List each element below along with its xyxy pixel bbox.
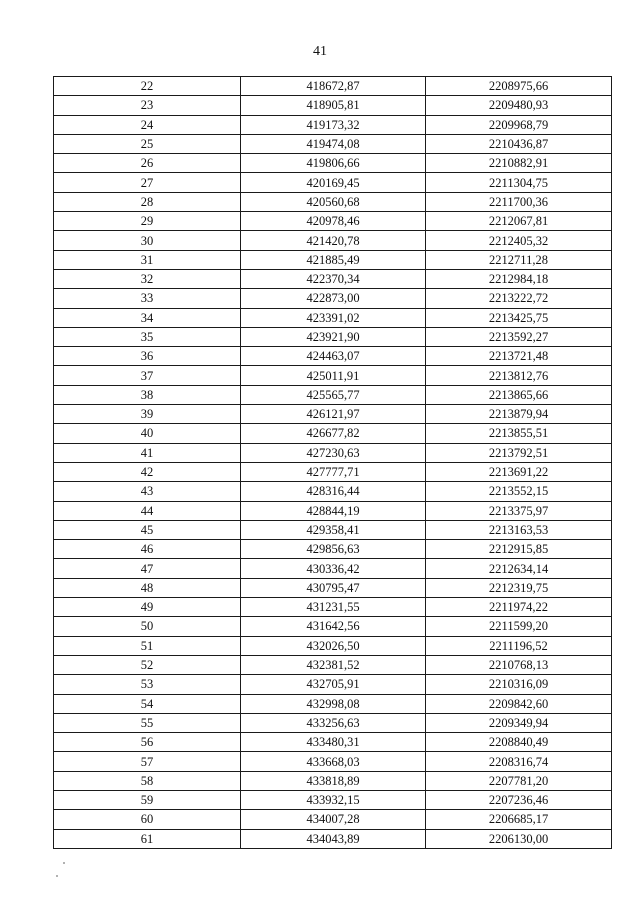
table-row bbox=[54, 134, 612, 153]
point-number-cell: 42 bbox=[54, 462, 241, 481]
table-row bbox=[54, 733, 612, 752]
y-coordinate-cell: 2209349,94 bbox=[426, 713, 612, 732]
table-row bbox=[54, 752, 612, 771]
table-row bbox=[54, 810, 612, 829]
x-coordinate-cell: 430795,47 bbox=[241, 578, 426, 597]
table-row bbox=[54, 617, 612, 636]
y-coordinate-cell: 2209480,93 bbox=[426, 96, 612, 115]
point-number-cell: 26 bbox=[54, 154, 241, 173]
point-number-cell: 39 bbox=[54, 405, 241, 424]
x-coordinate-cell: 425011,91 bbox=[241, 366, 426, 385]
table-row bbox=[54, 269, 612, 288]
y-coordinate-cell: 2213865,66 bbox=[426, 385, 612, 404]
y-coordinate-cell: 2213375,97 bbox=[426, 501, 612, 520]
y-coordinate-cell: 2212319,75 bbox=[426, 578, 612, 597]
x-coordinate-cell: 421420,78 bbox=[241, 231, 426, 250]
point-number-cell: 35 bbox=[54, 327, 241, 346]
scan-speck bbox=[56, 875, 58, 877]
x-coordinate-cell: 421885,49 bbox=[241, 250, 426, 269]
table-row bbox=[54, 385, 612, 404]
y-coordinate-cell: 2212067,81 bbox=[426, 212, 612, 231]
table-row bbox=[54, 212, 612, 231]
table-row bbox=[54, 347, 612, 366]
y-coordinate-cell: 2208840,49 bbox=[426, 733, 612, 752]
x-coordinate-cell: 419173,32 bbox=[241, 115, 426, 134]
point-number-cell: 28 bbox=[54, 192, 241, 211]
table-row bbox=[54, 173, 612, 192]
y-coordinate-cell: 2209842,60 bbox=[426, 694, 612, 713]
x-coordinate-cell: 420560,68 bbox=[241, 192, 426, 211]
point-number-cell: 31 bbox=[54, 250, 241, 269]
table-row bbox=[54, 289, 612, 308]
y-coordinate-cell: 2211196,52 bbox=[426, 636, 612, 655]
point-number-cell: 61 bbox=[54, 829, 241, 848]
point-number-cell: 54 bbox=[54, 694, 241, 713]
point-number-cell: 23 bbox=[54, 96, 241, 115]
x-coordinate-cell: 423921,90 bbox=[241, 327, 426, 346]
point-number-cell: 49 bbox=[54, 598, 241, 617]
y-coordinate-cell: 2208975,66 bbox=[426, 77, 612, 96]
x-coordinate-cell: 431231,55 bbox=[241, 598, 426, 617]
x-coordinate-cell: 433480,31 bbox=[241, 733, 426, 752]
y-coordinate-cell: 2212711,28 bbox=[426, 250, 612, 269]
x-coordinate-cell: 429856,63 bbox=[241, 540, 426, 559]
x-coordinate-cell: 425565,77 bbox=[241, 385, 426, 404]
table-row bbox=[54, 405, 612, 424]
point-number-cell: 55 bbox=[54, 713, 241, 732]
x-coordinate-cell: 434007,28 bbox=[241, 810, 426, 829]
table-row bbox=[54, 771, 612, 790]
point-number-cell: 30 bbox=[54, 231, 241, 250]
table-row bbox=[54, 501, 612, 520]
point-number-cell: 45 bbox=[54, 520, 241, 539]
x-coordinate-cell: 420169,45 bbox=[241, 173, 426, 192]
x-coordinate-cell: 430336,42 bbox=[241, 559, 426, 578]
y-coordinate-cell: 2213425,75 bbox=[426, 308, 612, 327]
point-number-cell: 27 bbox=[54, 173, 241, 192]
table-row bbox=[54, 559, 612, 578]
point-number-cell: 48 bbox=[54, 578, 241, 597]
x-coordinate-cell: 422370,34 bbox=[241, 269, 426, 288]
y-coordinate-cell: 2206685,17 bbox=[426, 810, 612, 829]
y-coordinate-cell: 2210768,13 bbox=[426, 655, 612, 674]
point-number-cell: 60 bbox=[54, 810, 241, 829]
y-coordinate-cell: 2213592,27 bbox=[426, 327, 612, 346]
table-row bbox=[54, 115, 612, 134]
x-coordinate-cell: 427777,71 bbox=[241, 462, 426, 481]
table-row bbox=[54, 790, 612, 809]
point-number-cell: 47 bbox=[54, 559, 241, 578]
coordinates-table-body bbox=[54, 77, 612, 849]
table-row bbox=[54, 598, 612, 617]
point-number-cell: 53 bbox=[54, 675, 241, 694]
table-row bbox=[54, 250, 612, 269]
scan-speck bbox=[63, 862, 65, 864]
x-coordinate-cell: 433932,15 bbox=[241, 790, 426, 809]
y-coordinate-cell: 2213691,22 bbox=[426, 462, 612, 481]
y-coordinate-cell: 2211700,36 bbox=[426, 192, 612, 211]
y-coordinate-cell: 2213879,94 bbox=[426, 405, 612, 424]
point-number-cell: 24 bbox=[54, 115, 241, 134]
x-coordinate-cell: 433818,89 bbox=[241, 771, 426, 790]
point-number-cell: 37 bbox=[54, 366, 241, 385]
y-coordinate-cell: 2210882,91 bbox=[426, 154, 612, 173]
x-coordinate-cell: 419474,08 bbox=[241, 134, 426, 153]
table-row bbox=[54, 482, 612, 501]
point-number-cell: 56 bbox=[54, 733, 241, 752]
table-row bbox=[54, 520, 612, 539]
y-coordinate-cell: 2213163,53 bbox=[426, 520, 612, 539]
point-number-cell: 36 bbox=[54, 347, 241, 366]
table-row bbox=[54, 308, 612, 327]
y-coordinate-cell: 2213792,51 bbox=[426, 443, 612, 462]
x-coordinate-cell: 420978,46 bbox=[241, 212, 426, 231]
x-coordinate-cell: 434043,89 bbox=[241, 829, 426, 848]
x-coordinate-cell: 418905,81 bbox=[241, 96, 426, 115]
table-row bbox=[54, 231, 612, 250]
table-row bbox=[54, 636, 612, 655]
y-coordinate-cell: 2213552,15 bbox=[426, 482, 612, 501]
point-number-cell: 50 bbox=[54, 617, 241, 636]
point-number-cell: 57 bbox=[54, 752, 241, 771]
point-number-cell: 58 bbox=[54, 771, 241, 790]
x-coordinate-cell: 432026,50 bbox=[241, 636, 426, 655]
y-coordinate-cell: 2207236,46 bbox=[426, 790, 612, 809]
x-coordinate-cell: 431642,56 bbox=[241, 617, 426, 636]
table-row bbox=[54, 424, 612, 443]
table-row bbox=[54, 443, 612, 462]
point-number-cell: 32 bbox=[54, 269, 241, 288]
y-coordinate-cell: 2211599,20 bbox=[426, 617, 612, 636]
point-number-cell: 41 bbox=[54, 443, 241, 462]
table-row bbox=[54, 96, 612, 115]
point-number-cell: 51 bbox=[54, 636, 241, 655]
table-row bbox=[54, 829, 612, 848]
y-coordinate-cell: 2213222,72 bbox=[426, 289, 612, 308]
x-coordinate-cell: 432998,08 bbox=[241, 694, 426, 713]
y-coordinate-cell: 2207781,20 bbox=[426, 771, 612, 790]
x-coordinate-cell: 422873,00 bbox=[241, 289, 426, 308]
x-coordinate-cell: 427230,63 bbox=[241, 443, 426, 462]
y-coordinate-cell: 2209968,79 bbox=[426, 115, 612, 134]
point-number-cell: 34 bbox=[54, 308, 241, 327]
x-coordinate-cell: 428316,44 bbox=[241, 482, 426, 501]
y-coordinate-cell: 2212915,85 bbox=[426, 540, 612, 559]
x-coordinate-cell: 432381,52 bbox=[241, 655, 426, 674]
point-number-cell: 59 bbox=[54, 790, 241, 809]
table-row bbox=[54, 327, 612, 346]
table-row bbox=[54, 366, 612, 385]
point-number-cell: 44 bbox=[54, 501, 241, 520]
table-row bbox=[54, 154, 612, 173]
table-row bbox=[54, 540, 612, 559]
table-row bbox=[54, 655, 612, 674]
page-number: 41 bbox=[313, 44, 327, 59]
x-coordinate-cell: 418672,87 bbox=[241, 77, 426, 96]
table-row bbox=[54, 77, 612, 96]
table-row bbox=[54, 578, 612, 597]
x-coordinate-cell: 419806,66 bbox=[241, 154, 426, 173]
point-number-cell: 33 bbox=[54, 289, 241, 308]
point-number-cell: 46 bbox=[54, 540, 241, 559]
y-coordinate-cell: 2210316,09 bbox=[426, 675, 612, 694]
table-row bbox=[54, 675, 612, 694]
point-number-cell: 43 bbox=[54, 482, 241, 501]
table-row bbox=[54, 462, 612, 481]
y-coordinate-cell: 2213855,51 bbox=[426, 424, 612, 443]
table-row bbox=[54, 192, 612, 211]
x-coordinate-cell: 429358,41 bbox=[241, 520, 426, 539]
x-coordinate-cell: 433256,63 bbox=[241, 713, 426, 732]
point-number-cell: 22 bbox=[54, 77, 241, 96]
y-coordinate-cell: 2210436,87 bbox=[426, 134, 612, 153]
table-row bbox=[54, 694, 612, 713]
y-coordinate-cell: 2211974,22 bbox=[426, 598, 612, 617]
point-number-cell: 52 bbox=[54, 655, 241, 674]
point-number-cell: 38 bbox=[54, 385, 241, 404]
y-coordinate-cell: 2206130,00 bbox=[426, 829, 612, 848]
table-row bbox=[54, 713, 612, 732]
y-coordinate-cell: 2213812,76 bbox=[426, 366, 612, 385]
y-coordinate-cell: 2212984,18 bbox=[426, 269, 612, 288]
point-number-cell: 25 bbox=[54, 134, 241, 153]
x-coordinate-cell: 426677,82 bbox=[241, 424, 426, 443]
x-coordinate-cell: 428844,19 bbox=[241, 501, 426, 520]
x-coordinate-cell: 432705,91 bbox=[241, 675, 426, 694]
x-coordinate-cell: 423391,02 bbox=[241, 308, 426, 327]
y-coordinate-cell: 2212405,32 bbox=[426, 231, 612, 250]
x-coordinate-cell: 424463,07 bbox=[241, 347, 426, 366]
y-coordinate-cell: 2211304,75 bbox=[426, 173, 612, 192]
point-number-cell: 29 bbox=[54, 212, 241, 231]
y-coordinate-cell: 2212634,14 bbox=[426, 559, 612, 578]
y-coordinate-cell: 2213721,48 bbox=[426, 347, 612, 366]
coordinates-table bbox=[53, 76, 612, 849]
point-number-cell: 40 bbox=[54, 424, 241, 443]
x-coordinate-cell: 433668,03 bbox=[241, 752, 426, 771]
x-coordinate-cell: 426121,97 bbox=[241, 405, 426, 424]
y-coordinate-cell: 2208316,74 bbox=[426, 752, 612, 771]
